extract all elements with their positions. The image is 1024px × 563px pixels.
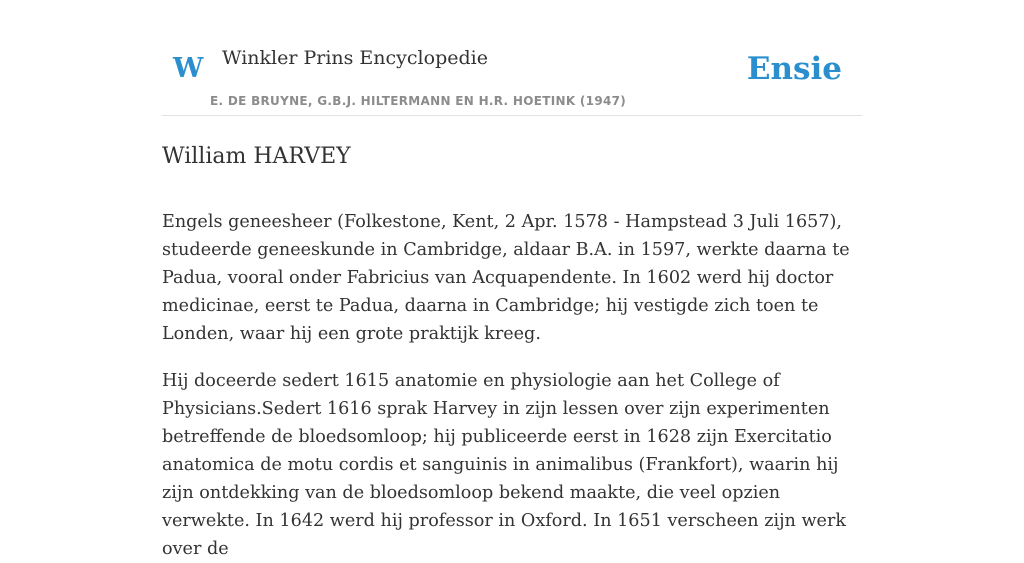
source-title[interactable]: Winkler Prins Encyclopedie (222, 47, 488, 69)
source-header (162, 0, 862, 116)
encyclopedia-page (162, 0, 862, 559)
article-body (162, 208, 862, 563)
article-title: William HARVEY (162, 144, 351, 169)
source-authors: E. DE BRUYNE, G.B.J. HILTERMANN EN H.R. HOETINK (1947) (210, 94, 627, 108)
article-paragraph: Engels geneesheer (Folkestone, Kent, 2 Apr. 1578 - Hampstead 3 Juli 1657), studeerde geneeskunde in Cambridge, aldaar B.A. in 1597, werkte daarna te Padua, vooral onder Fabricius van Acquapendente. In 1602 werd hij doctor medicinae, eerst te Padua, daarna in Cambridge; hij vestigde zich toen te Londen, waar hij een grote praktijk kreeg. (162, 212, 850, 344)
winkler-prins-logo[interactable]: W (173, 53, 204, 84)
ensie-brand-logo[interactable]: Ensie (746, 51, 842, 87)
article-paragraph: Hij doceerde sedert 1615 anatomie en physiologie aan het College of Physicians.Sedert 1616 sprak Harvey in zijn lessen over zijn experimenten betreffende de bloedsomloop; hij publiceerde eerst in 1628 zijn Exercitatio anatomica de motu cordis et sanguinis in animalibus (Frankfort), waarin hij zijn ontdekking van de bloedsomloop bekend maakte, die veel opzien verwekte. In 1642 werd hij professor in Oxford. In 1651 verscheen zijn werk over de (162, 371, 847, 559)
